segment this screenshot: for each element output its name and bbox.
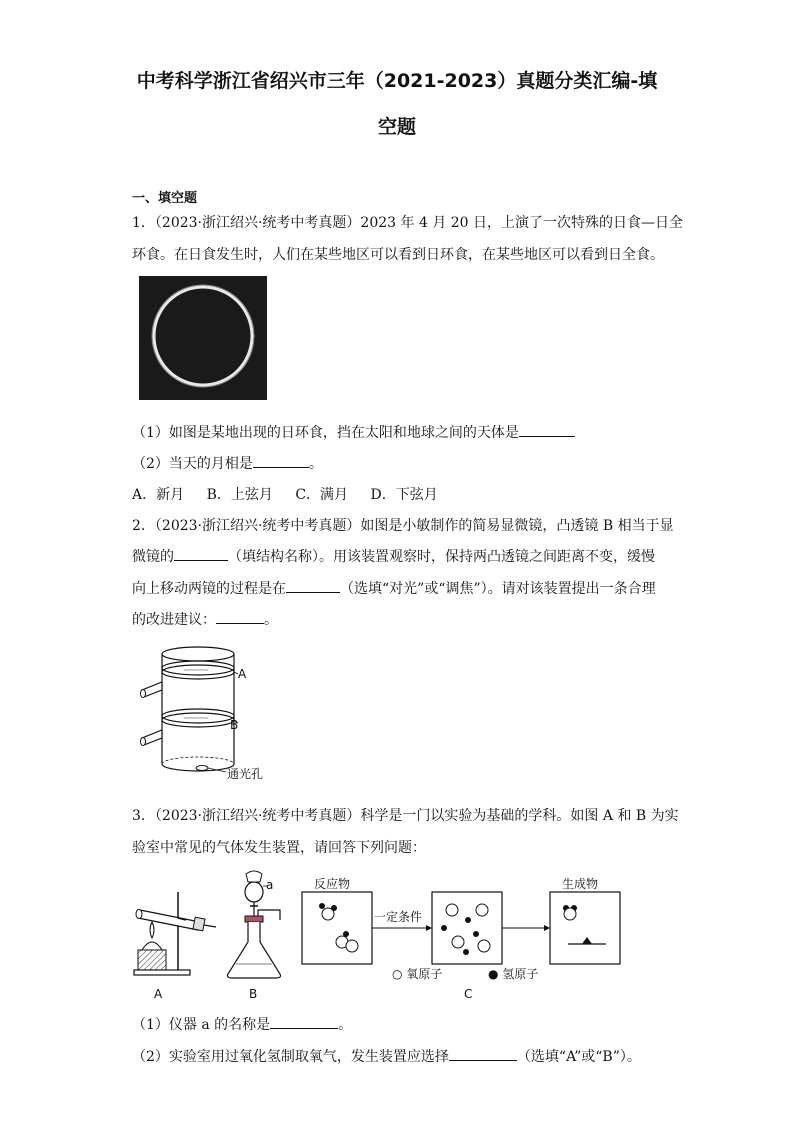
q2-answer-blank-1[interactable] [174,546,228,561]
label-apparatus-b: B [249,987,258,1001]
q2-line-3b: （选填“对光”或“调焦”）。请对该装置提出一条合理 [340,581,656,597]
q1-answer-blank-1[interactable] [519,422,575,437]
q1-options [132,484,456,504]
microscope-diagram [138,640,278,782]
q2-line-3a: 向上移动两镜的过程是在 [132,581,286,597]
q1-option-b[interactable]: B．上弦月 [206,487,273,503]
legend-hydrogen: ● 氢原子 [488,967,539,981]
q1-sub-2-end: 。 [308,456,323,472]
q3-text-line-1: 3．（2023·浙江绍兴·统考中考真题）科学是一门以实验为基础的学科。如图 A 和 B 为实 [132,808,679,824]
section-heading: 一、填空题 [132,191,198,206]
q1-text-line-1: 1．（2023·浙江绍兴·统考中考真题）2023 年 4 月 20 日，上演了一次特殊的日食—日全 [132,215,684,231]
legend-oxygen: ○ 氧原子 [392,967,443,981]
q3-sub-2-end: （选填“A”或“B”）。 [516,1049,641,1065]
q2-text-line-4 [132,609,278,629]
title-line-2: 空题 [377,116,416,138]
q2-line-4a: 的改进建议： [132,612,216,628]
q2-answer-blank-3[interactable] [216,609,264,624]
q1-sub-2 [132,453,323,473]
label-diagram-c: C [464,987,473,1001]
q2-line-2a: 微镜的 [132,549,174,565]
q2-text-line-3 [132,578,656,598]
q1-sub-2-text: （2）当天的月相是 [132,456,253,472]
label-condition: 一定条件 [374,910,423,924]
q2-line-4b: 。 [264,612,278,628]
q2-text-line-2 [132,546,655,566]
annular-eclipse-image [139,276,267,400]
apparatus-b-diagram [222,868,286,1002]
q3-sub-1-text: （1）仪器 a 的名称是 [132,1017,271,1033]
q1-answer-blank-2[interactable] [253,453,309,468]
title-line-1: 中考科学浙江省绍兴市三年（2021-2023）真题分类汇编-填 [136,70,658,92]
q3-text-line-2: 验室中常见的气体发生装置，请回答下列问题： [132,840,426,856]
reaction-diagram-c [298,874,638,1004]
q1-sub-1 [132,422,575,442]
q3-sub-2 [132,1046,641,1066]
q3-sub-1-end: 。 [338,1017,353,1033]
q3-answer-blank-1[interactable] [270,1014,338,1029]
q1-text-line-2: 环食。在日食发生时，人们在某些地区可以看到日环食，在某些地区可以看到日全食。 [132,247,664,263]
q3-sub-1 [132,1014,352,1034]
label-light-hole: 通光孔 [227,767,264,781]
label-reactant: 反应物 [314,877,351,891]
label-lens-a: A [238,667,247,681]
q3-sub-2-text: （2）实验室用过氧化氢制取氧气，发生装置应选择 [132,1049,449,1065]
q1-option-d[interactable]: D．下弦月 [370,487,438,503]
label-lens-b: B [230,718,239,732]
q1-option-c[interactable]: C．满月 [295,487,349,503]
q2-text-line-1: 2．（2023·浙江绍兴·统考中考真题）如图是小敏制作的简易显微镜，凸透镜 B 相当于显 [132,518,674,534]
label-product: 生成物 [562,877,599,891]
label-instrument-a: a [266,878,274,892]
label-apparatus-a: A [154,987,163,1001]
q1-option-a[interactable]: A．新月 [132,487,185,503]
apparatus-a-diagram [128,878,218,1002]
q3-answer-blank-2[interactable] [449,1046,517,1061]
q2-answer-blank-2[interactable] [286,578,340,593]
q1-sub-1-text: （1）如图是某地出现的日环食，挡在太阳和地球之间的天体是 [132,425,519,441]
q2-line-2b: （填结构名称）。用该装置观察时，保持两凸透镜之间距离不变，缓慢 [228,549,655,565]
